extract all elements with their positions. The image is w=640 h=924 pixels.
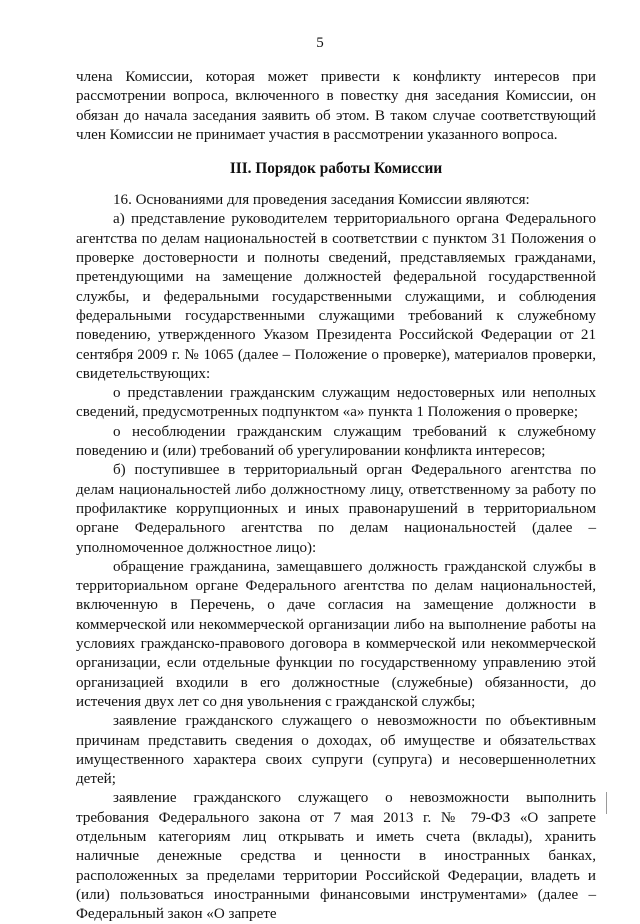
paragraph-item-16: 16. Основаниями для проведения заседания Комиссии являются: xyxy=(113,192,530,209)
paragraph-noncompliance: о несоблюдении гражданским служащим требований к служебному поведению и (или) требований об урегулировании конфликта интересов; xyxy=(76,423,596,460)
paragraph-continuation: члена Комиссии, которая может привести к конфликту интересов при рассмотрении вопроса, включенного в повестку дня заседания Комиссии, он обязан до начала заседания заявить об этом. В таком случае соответствующий член Комиссии не принимает участия в рассмотрении указанного вопроса. xyxy=(76,69,596,143)
paragraph-false-info: о представлении гражданским служащим недостоверных или неполных сведений, предусмотренных подпунктом «а» пункта 1 Положения о проверке; xyxy=(76,385,596,421)
paragraph-subitem-a: а) представление руководителем территориального органа Федерального агентства по делам национальностей в соответствии с пунктом 31 Положения о проверке достоверности и полноты сведений, представляемых гражданами, претендующими на замещение должностей федеральной государственной службы, и федеральными государственными служащими, и соблюдения федеральными государственными служащими требований к служебному поведению, утвержденного Указом Президента Российской Федерации от 21 сентября 2009 г. № 1065 (далее – Положение о проверке), материалов проверки, свидетельствующих: xyxy=(76,211,596,382)
scan-edge-mark xyxy=(606,792,607,814)
document-body xyxy=(76,68,596,924)
paragraph-statement-income: заявление гражданского служащего о невозможности по объективным причинам представить сведения о доходах, об имуществе и обязательствах имущественного характера своих супруги (супруга) и несовершеннолетних детей; xyxy=(76,713,596,788)
section-heading: III. Порядок работы Комиссии xyxy=(229,160,443,178)
paragraph-citizen-appeal: обращение гражданина, замещавшего должность гражданской службы в территориальном органе Федерального агентства по делам национальностей, включенную в Перечень, о даче согласия на замещение должности в коммерческой или некоммерческой организации либо на выполнение работы на условиях гражданско-правового договора в коммерческой или некоммерческой организации, если отдельные функции по государственному управлению этой организацией входили в его должностные (служебные) обязанности, до истечения двух лет со дня увольнения с гражданской службы; xyxy=(76,558,596,710)
paragraph-subitem-b: б) поступившее в территориальный орган Федерального агентства по делам национальностей либо должностному лицу, ответственному за работу по профилактике коррупционных и иных правонарушений в территориальном органе Федерального агентства по делам национальностей (далее – уполномоченное должностное лицо): xyxy=(76,462,596,556)
page-number: 5 xyxy=(316,35,324,51)
paragraph-statement-law-79: заявление гражданского служащего о невозможности выполнить требования Федерального закона от 7 мая 2013 г. № 79-ФЗ «О запрете отдельным категориям лиц открывать и иметь счета (вклады), хранить наличные денежные средства и ценности в иностранных банках, расположенных за пределами территории Российской Федерации, владеть и (или) пользоваться иностранными финансовыми инструментами» (далее – Федеральный закон «О запрете xyxy=(76,790,596,923)
